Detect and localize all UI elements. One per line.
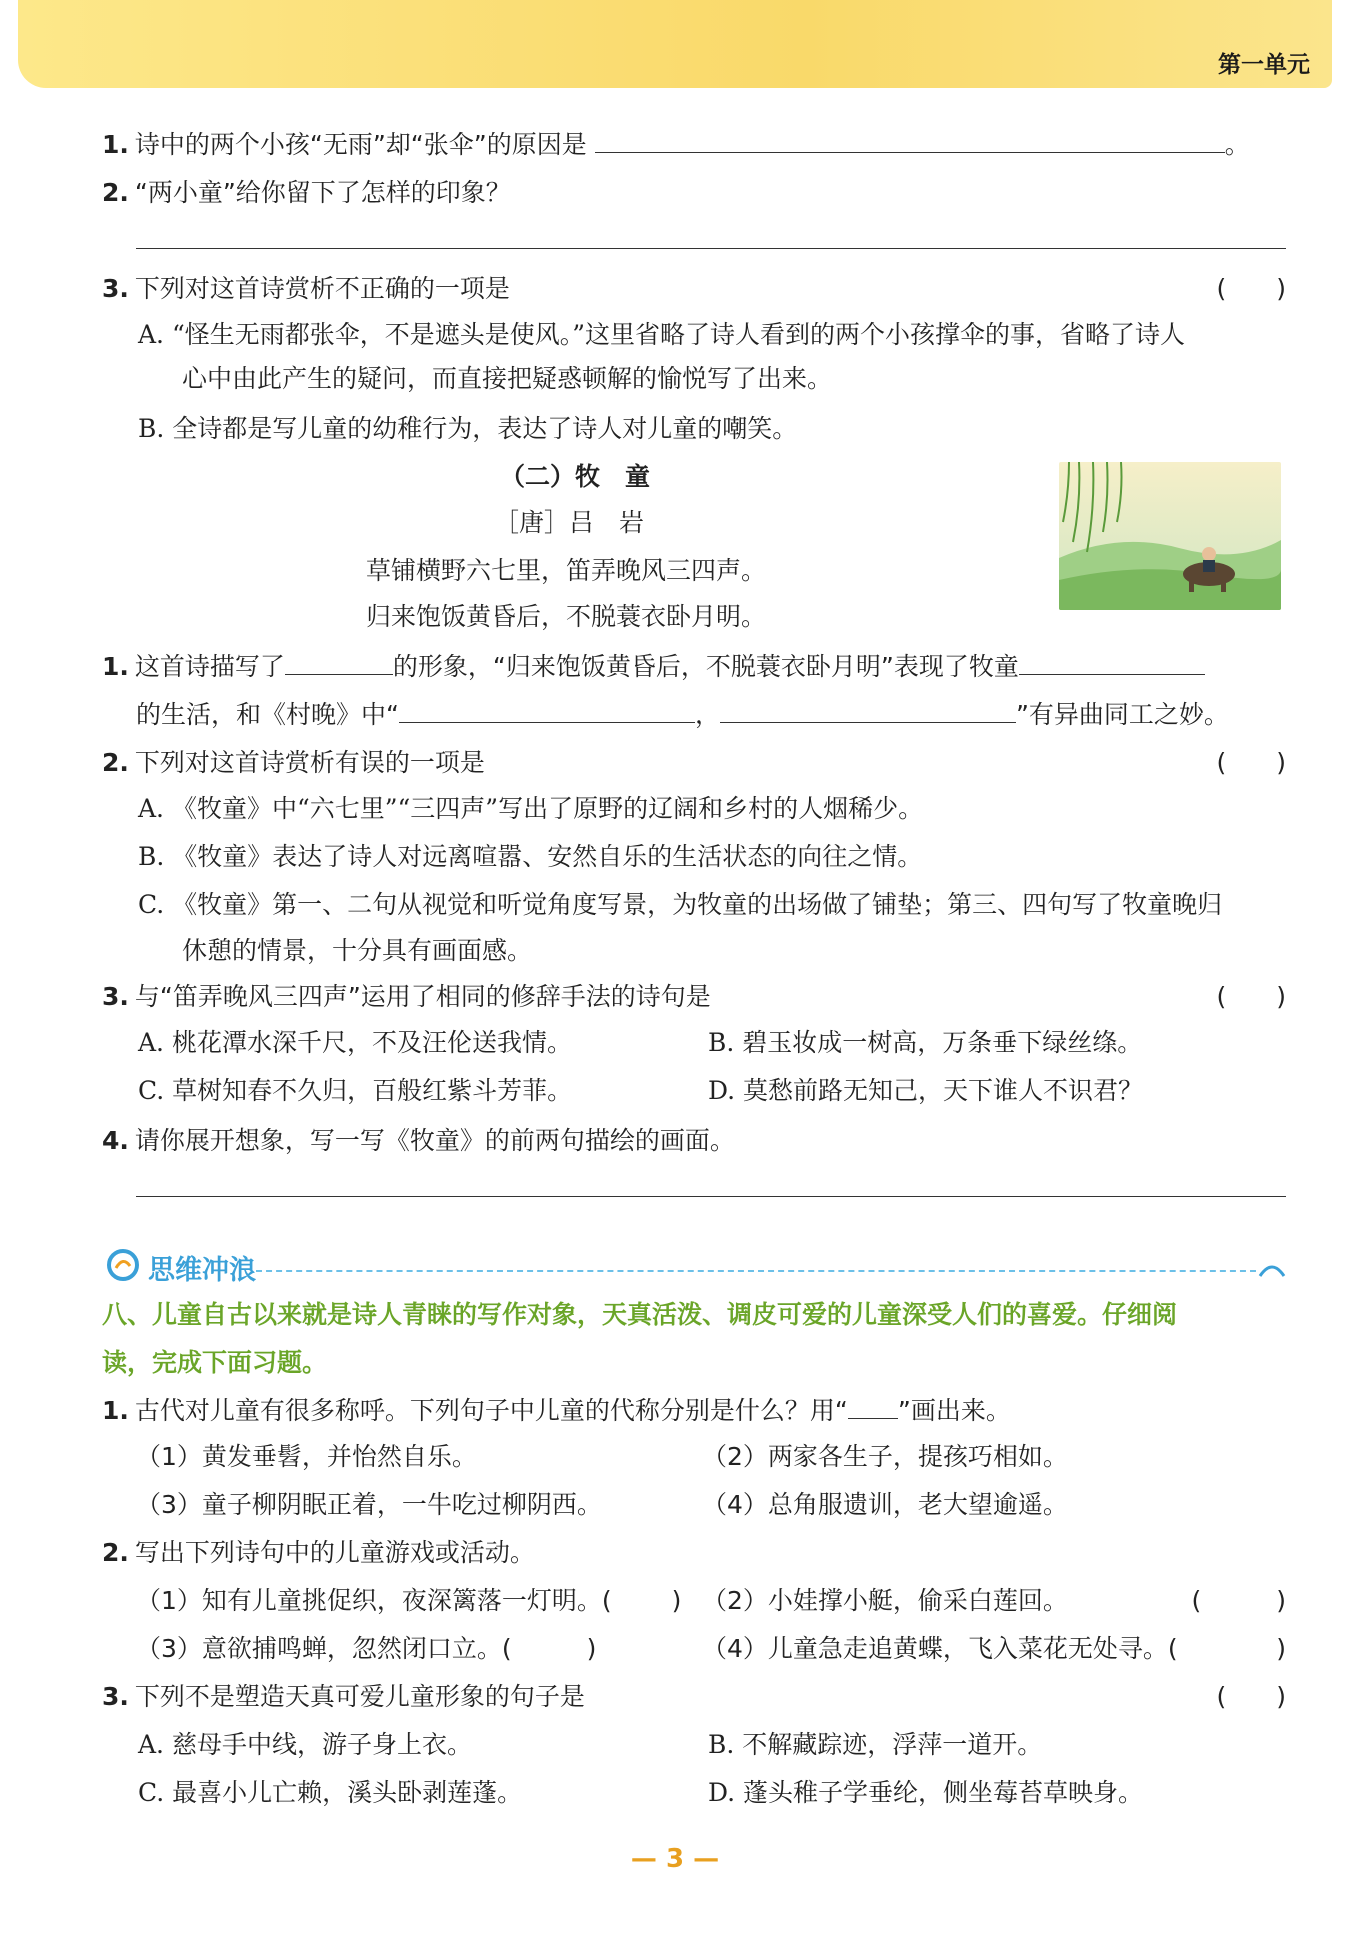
p1-q3-answer-paren[interactable]: ( ) xyxy=(1216,274,1286,303)
s-q1-item-3: （3）童子柳阴眠正着，一牛吃过柳阴西。 xyxy=(136,1490,602,1519)
p2-q3-option-b: B. 碧玉妆成一树高，万条垂下绿丝绦。 xyxy=(708,1028,1143,1057)
p2-q1: 1. 这首诗描写了 的形象，“归来饱饭黄昏后，不脱蓑衣卧月明”表现了牧童 xyxy=(102,650,1286,684)
surf-icon xyxy=(1258,1256,1286,1280)
p1-q3-option-b: B. 全诗都是写儿童的幼稚行为，表达了诗人对儿童的嘲笑。 xyxy=(138,414,798,443)
p2-q2-option-b: B. 《牧童》表达了诗人对远离喧嚣、安然自乐的生活状态的向往之情。 xyxy=(138,842,923,871)
p2-q3-answer-paren[interactable]: ( ) xyxy=(1216,982,1286,1011)
s-q3-answer-paren[interactable]: ( ) xyxy=(1216,1682,1286,1711)
p1-q3-option-a-cont: 心中由此产生的疑问，而直接把疑惑顿解的愉悦写了出来。 xyxy=(182,364,833,393)
section-divider xyxy=(256,1270,1256,1272)
section-header xyxy=(106,1246,1286,1286)
s-q1-item-2: （2）两家各生子，提孩巧相如。 xyxy=(702,1442,1068,1471)
s-q2: 2. 写出下列诗句中的儿童游戏或活动。 xyxy=(102,1538,535,1567)
s-q3-option-a: A. 慈母手中线，游子身上衣。 xyxy=(138,1730,472,1759)
p2-q3-option-a: A. 桃花潭水深千尺，不及汪伦送我情。 xyxy=(138,1028,572,1057)
poem-illustration xyxy=(1059,462,1281,610)
p1-q3-option-a: A. “怪生无雨都张伞，不是遮头是使风。”这里省略了诗人看到的两个小孩撑伞的事，省略了诗人 xyxy=(138,320,1186,349)
poem2-author: ［唐］吕 岩 xyxy=(494,508,645,537)
s-q3-option-c: C. 最喜小儿亡赖，溪头卧剥莲蓬。 xyxy=(138,1778,523,1807)
s-q3: 3. 下列不是塑造天真可爱儿童形象的句子是 ( ) xyxy=(102,1680,1286,1714)
unit-title: 第一单元 xyxy=(1218,52,1310,78)
p2-q3-option-c: C. 草树知春不久归，百般红紫斗芳菲。 xyxy=(138,1076,573,1105)
p2-q3: 3. 与“笛弄晚风三四声”运用了相同的修辞手法的诗句是 ( ) xyxy=(102,980,1286,1014)
p2-q1-blank-2[interactable] xyxy=(1019,650,1205,675)
s-q2-item-1[interactable]: （1）知有儿童挑促织，夜深篱落一灯明。( ) xyxy=(136,1586,682,1615)
p2-q2-option-c-cont: 休憩的情景，十分具有画面感。 xyxy=(182,936,533,965)
section-intro: 八、儿童自古以来就是诗人青睐的写作对象，天真活泼、调皮可爱的儿童深受人们的喜爱。仔细阅 xyxy=(102,1300,1178,1329)
section-title: 思维冲浪 xyxy=(148,1255,256,1286)
page-number: — 3 — xyxy=(630,1844,720,1874)
p1-q3: 3. 下列对这首诗赏析不正确的一项是 ( ) xyxy=(102,272,1286,306)
s-q3-option-d: D. 蓬头稚子学垂纶，侧坐莓苔草映身。 xyxy=(708,1778,1144,1807)
section-intro-cont: 读，完成下面习题。 xyxy=(102,1348,328,1377)
poem2-line1: 草铺横野六七里，笛弄晚风三四声。 xyxy=(366,556,767,585)
p2-q1-blank-1[interactable] xyxy=(285,650,393,675)
p2-q2: 2. 下列对这首诗赏析有误的一项是 ( ) xyxy=(102,746,1286,780)
p1-q2-answer-line[interactable] xyxy=(136,248,1286,249)
poem2-line2: 归来饱饭黄昏后，不脱蓑衣卧月明。 xyxy=(366,602,767,631)
p2-q4: 4. 请你展开想象，写一写《牧童》的前两句描绘的画面。 xyxy=(102,1126,735,1155)
p2-q1-blank-3[interactable] xyxy=(399,698,695,723)
s-q2-item-4[interactable]: （4）儿童急走追黄蝶，飞入菜花无处寻。( ) xyxy=(702,1634,1286,1663)
p2-q1-blank-4[interactable] xyxy=(720,698,1016,723)
poem2-title: （二）牧 童 xyxy=(500,462,651,491)
p1-q1: 1. 诗中的两个小孩“无雨”却“张伞”的原因是 。 xyxy=(102,130,1250,159)
s-q2-item-2[interactable]: （2）小娃撑小艇，偷采白莲回。 ( ) xyxy=(702,1586,1286,1615)
content xyxy=(102,0,1286,1940)
p2-q1-cont: 的生活，和《村晚》中“ ， ”有异曲同工之妙。 xyxy=(136,700,1229,729)
p1-q1-answer-blank[interactable] xyxy=(595,128,1225,153)
s-q1: 1. 古代对儿童有很多称呼。下列句子中儿童的代称分别是什么？用“ ”画出来。 xyxy=(102,1396,1011,1425)
s-q1-item-1: （1）黄发垂髫，并怡然自乐。 xyxy=(136,1442,477,1471)
s-q2-item-3[interactable]: （3）意欲捕鸣蝉，忽然闭口立。( ) xyxy=(136,1634,597,1663)
p2-q2-option-a: A. 《牧童》中“六七里”“三四声”写出了原野的辽阔和乡村的人烟稀少。 xyxy=(138,794,924,823)
underline-marker xyxy=(848,1394,898,1419)
p2-q2-answer-paren[interactable]: ( ) xyxy=(1216,748,1286,777)
p2-q4-answer-line[interactable] xyxy=(136,1196,1286,1197)
s-q3-option-b: B. 不解藏踪迹，浮萍一道开。 xyxy=(708,1730,1043,1759)
wave-icon xyxy=(106,1248,140,1282)
p2-q3-option-d: D. 莫愁前路无知己，天下谁人不识君？ xyxy=(708,1076,1144,1105)
p2-q2-option-c: C. 《牧童》第一、二句从视觉和听觉角度写景，为牧童的出场做了铺垫；第三、四句写了牧童晚归 xyxy=(138,890,1223,919)
p1-q2: 2. “两小童”给你留下了怎样的印象？ xyxy=(102,178,511,207)
s-q1-item-4: （4）总角服遗训，老大望逾遥。 xyxy=(702,1490,1068,1519)
